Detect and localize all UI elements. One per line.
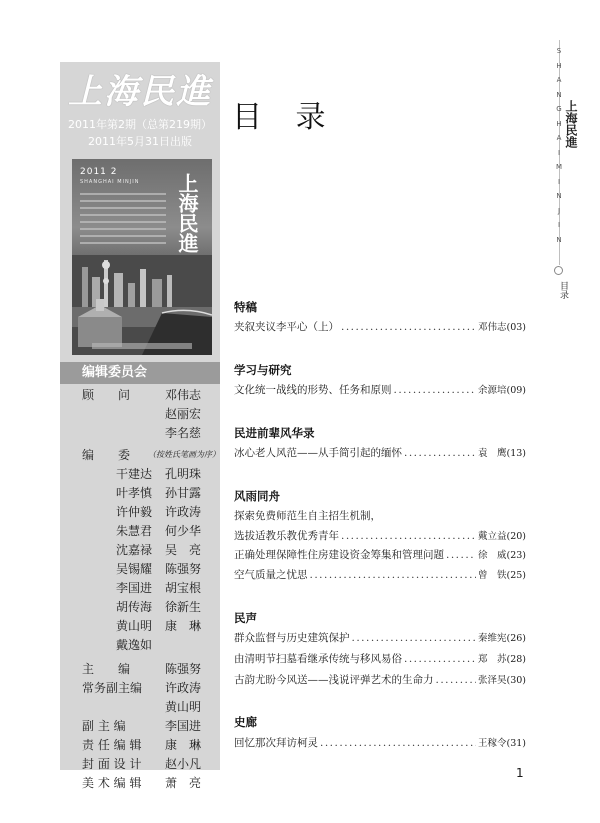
member-name: 康 琳 [165,619,202,633]
staff-name: 黄山明 [165,700,202,714]
member-name: 李国进 [116,581,153,595]
member-name: 许仲毅 [116,505,153,519]
member-name: 吴锡耀 [116,562,153,576]
leader-dots [352,630,476,646]
cover-skyline-illustration [72,255,212,355]
toc-section-heading: 风雨同舟 [234,489,280,503]
toc-entry-author-page: 郑 苏(28) [477,654,526,665]
editorial-board-heading: 编辑委员会 [60,362,220,384]
staff-name: 李国进 [165,719,202,733]
issue-line: 2011年第2期（总第219期） [68,118,212,131]
staff-name: 许政涛 [165,681,202,695]
member-name: 沈嘉禄 [116,543,153,557]
toc-entry[interactable] [234,445,526,461]
toc-entry-author-page: 张泽昊(30) [477,675,526,686]
page-number: 1 [516,766,524,780]
vertical-pinyin: S H A N G H A I M I N J I N [555,47,563,244]
toc-entry-author-page: 王稼令(31) [477,738,526,749]
toc-entry-title: 文化统一战线的形势、任务和原则 [234,384,392,396]
toc-section-heading: 特稿 [234,300,257,314]
toc-entry-title: 选拔适教乐教优秀青年 [234,530,339,542]
toc-section-heading: 学习与研究 [234,363,292,377]
leader-dots [320,735,476,751]
toc-entry[interactable] [234,508,526,524]
toc-section-heading: 史廊 [234,715,257,729]
toc-entry[interactable] [234,735,526,751]
staff-role: 责 任 编 辑 [82,738,142,752]
member-name: 胡传海 [116,600,153,614]
member-name: 孔明珠 [165,467,202,481]
toc-entry-title: 正确处理保障性住房建设资金筹集和管理问题 [234,549,444,561]
staff-role: 封 面 设 计 [82,757,142,771]
staff-role: 美 术 编 辑 [82,776,142,790]
toc-entry-author-page: 曾 铁(25) [477,570,526,581]
member-name: 何少华 [165,524,202,538]
circle-marker-icon [554,266,563,275]
staff-name: 萧 亮 [165,776,202,790]
staff-role: 副 主 编 [82,719,126,733]
vertical-toc-label: 目录 [558,281,568,299]
toc-entry[interactable] [234,547,526,563]
staff-name: 赵小凡 [165,757,202,771]
toc-entry[interactable] [234,528,526,544]
toc-entry-author-page: 余源培(09) [477,385,526,396]
publish-date: 2011年5月31日出版 [88,135,192,148]
toc-entry-title: 古韵尤盼今风送——浅说评弹艺术的生命力 [234,674,434,686]
toc-section-heading: 民进前辈风华录 [234,426,315,440]
advisor-label: 顾 问 [82,388,131,402]
toc-entry[interactable] [234,319,526,335]
toc-entry-title: 回忆那次拜访柯灵 [234,737,318,749]
leader-dots [394,382,476,398]
toc-entry-title: 空气质量之忧思 [234,569,308,581]
leader-dots [404,445,476,461]
staff-role: 常务副主编 [82,681,143,695]
cover-year-issue: 2011 2 [80,167,118,177]
cover-contents-lines [80,193,166,249]
toc-entry[interactable] [234,567,526,583]
member-order-note: （按姓氏笔画为序） [148,450,220,459]
toc-entry-author-page: 秦维宪(26) [477,633,526,644]
member-name: 胡宝根 [165,581,202,595]
member-name: 陈强努 [165,562,202,576]
toc-entry[interactable] [234,630,526,646]
staff-name: 陈强努 [165,662,202,676]
cover-title: 上海民進 [175,173,199,253]
member-name: 吴 亮 [165,543,202,557]
leader-dots [341,528,476,544]
advisor-name: 李名慈 [165,426,202,440]
advisor-name: 邓伟志 [165,388,202,402]
toc-entry-title: 由清明节扫墓看继承传统与移风易俗 [234,653,402,665]
staff-role: 主 编 [82,662,131,676]
member-name: 戴逸如 [116,638,153,652]
advisor-name: 赵丽宏 [165,407,202,421]
toc-entry-title: 冰心老人风范——从手简引起的缅怀 [234,447,402,459]
toc-entry-title: 群众监督与历史建筑保护 [234,632,350,644]
member-name: 黄山明 [116,619,153,633]
toc-entry-title: 探索免费师范生自主招生机制， [234,510,381,522]
vertical-logo: 上海民進 [564,100,578,148]
member-label: 编 委 [82,448,131,462]
member-name: 徐新生 [165,600,202,614]
leader-dots [436,672,476,688]
staff-name: 康 琳 [165,738,202,752]
toc-entry[interactable] [234,651,526,667]
toc-entry[interactable] [234,672,526,688]
member-name: 朱慧君 [116,524,153,538]
toc-section-heading: 民声 [234,611,257,625]
member-name: 孙甘露 [165,486,202,500]
leader-dots [446,547,476,563]
magazine-title: 上海民進 [68,71,212,112]
member-name: 叶孝慎 [116,486,153,500]
toc-entry-author-page: 徐 威(23) [477,550,526,561]
toc-entry-author-page: 戴立益(20) [477,531,526,542]
leader-dots [404,651,476,667]
cover-pinyin: SHANGHAI MINJIN [80,179,140,185]
toc-entry-author-page: 邓伟志(03) [477,322,526,333]
cover-image [72,159,212,355]
leader-dots [341,319,476,335]
cover-footer-strip [92,343,192,349]
toc-entry[interactable] [234,382,526,398]
leader-dots [310,567,476,583]
toc-entry-author-page: 袁 鹰(13) [477,448,526,459]
page-title: 目 录 [232,100,338,135]
toc-entry-title: 夹叙夹议李平心（上） [234,321,339,333]
member-name: 许政涛 [165,505,202,519]
member-name: 干建达 [116,467,153,481]
masthead-column [60,62,220,790]
